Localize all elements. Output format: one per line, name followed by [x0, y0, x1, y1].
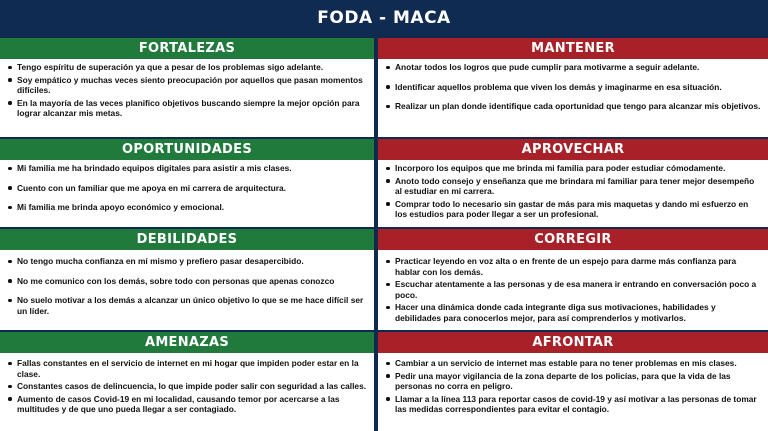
list-item: Tengo espíritu de superación ya que a pesar de los problemas sigo adelante. — [8, 62, 368, 73]
list-item: Practicar leyendo en voz alta o en frente de un espejo para darme más confianza para hablar con los demás. — [386, 256, 762, 277]
debilidades-heading: DEBILIDADES — [0, 229, 374, 250]
list-item: Pedir una mayor vigilancia de la zona departe de los policías, para que la vida de las personas no corra en peligro. — [386, 371, 762, 392]
list-item: No tengo mucha confianza en mí mismo y prefiero pasar desapercibido. — [8, 256, 368, 267]
debilidades-panel — [0, 229, 374, 330]
corregir-panel — [378, 229, 768, 330]
afrontar-heading: AFRONTAR — [378, 332, 768, 353]
corregir-heading: CORREGIR — [378, 229, 768, 250]
amenazas-list — [0, 353, 374, 415]
list-item: No suelo motivar a los demás a alcanzar un único objetivo lo que se me hace difícil ser un líder. — [8, 295, 368, 316]
fortalezas-panel — [0, 38, 374, 137]
aprovechar-list — [378, 160, 768, 220]
list-item: En la mayoría de las veces planifico objetivos buscando siempre la mejor opción para lograr alcanzar mis metas. — [8, 98, 368, 119]
list-item: Anotar todos los logros que pude cumplir para motivarme a seguir adelante. — [386, 62, 762, 73]
oportunidades-heading: OPORTUNIDADES — [0, 139, 374, 160]
mantener-panel — [378, 38, 768, 137]
list-item: Escuchar atentamente a las personas y de esa manera ir entrando en conversación poco a poco. — [386, 279, 762, 300]
list-item: Realizar un plan donde identifique cada oportunidad que tengo para alcanzar mis objetivos. — [386, 101, 762, 112]
title-bar — [0, 0, 768, 36]
list-item: Soy empático y muchas veces siento preocupación por aquellos que pasan momentos difíciles. — [8, 75, 368, 96]
aprovechar-panel — [378, 139, 768, 227]
list-item: Constantes casos de delincuencia, lo que impide poder salir con seguridad a las calles. — [8, 381, 368, 392]
oportunidades-list — [0, 160, 374, 213]
list-item: Comprar todo lo necesario sin gastar de más para mis maquetas y dando mi esfuerzo en los estudios para poder llegar a ser un profesional. — [386, 199, 762, 220]
list-item: Hacer una dinámica donde cada integrante diga sus motivaciones, habilidades y debilidades para conocerlos mejor, para así comprenderlos y motivarlos. — [386, 302, 762, 323]
corregir-list — [378, 250, 768, 324]
list-item: Anoto todo consejo y enseñanza que me brindara mi familiar para tener mejor desempeño al estudiar en mi carrera. — [386, 176, 762, 197]
oportunidades-panel — [0, 139, 374, 227]
fortalezas-list — [0, 59, 374, 119]
amenazas-panel — [0, 332, 374, 431]
list-item: No me comunico con los demás, sobre todo con personas que apenas conozco — [8, 276, 368, 287]
list-item: Cambiar a un servicio de internet mas estable para no tener problemas en mis clases. — [386, 358, 762, 369]
list-item: Llamar a la línea 113 para reportar casos de covid-19 y así motivar a las personas de tomar las medidas correspondientes para evitar el contagio. — [386, 394, 762, 415]
mantener-heading: MANTENER — [378, 38, 768, 59]
list-item: Fallas constantes en el servicio de internet en mi hogar que impiden poder estar en la clase. — [8, 358, 368, 379]
fortalezas-heading: FORTALEZAS — [0, 38, 374, 59]
debilidades-list — [0, 250, 374, 316]
list-item: Cuento con un familiar que me apoya en mi carrera de arquitectura. — [8, 183, 368, 194]
afrontar-list — [378, 353, 768, 415]
aprovechar-heading: APROVECHAR — [378, 139, 768, 160]
list-item: Mi familia me ha brindado equipos digitales para asistir a mis clases. — [8, 163, 368, 174]
list-item: Identificar aquellos problema que viven los demás y imaginarme en esa situación. — [386, 82, 762, 93]
afrontar-panel — [378, 332, 768, 431]
mantener-list — [378, 59, 768, 112]
list-item: Incorporo los equipos que me brinda mi familia para poder estudiar cómodamente. — [386, 163, 762, 174]
list-item: Aumento de casos Covid-19 en mi localidad, causando temor por acercarse a las multitudes y de que uno pueda llegar a ser contagiado. — [8, 394, 368, 415]
list-item: Mi familia me brinda apoyo económico y emocional. — [8, 202, 368, 213]
amenazas-heading: AMENAZAS — [0, 332, 374, 353]
page-title: FODA - MACA — [317, 8, 451, 28]
